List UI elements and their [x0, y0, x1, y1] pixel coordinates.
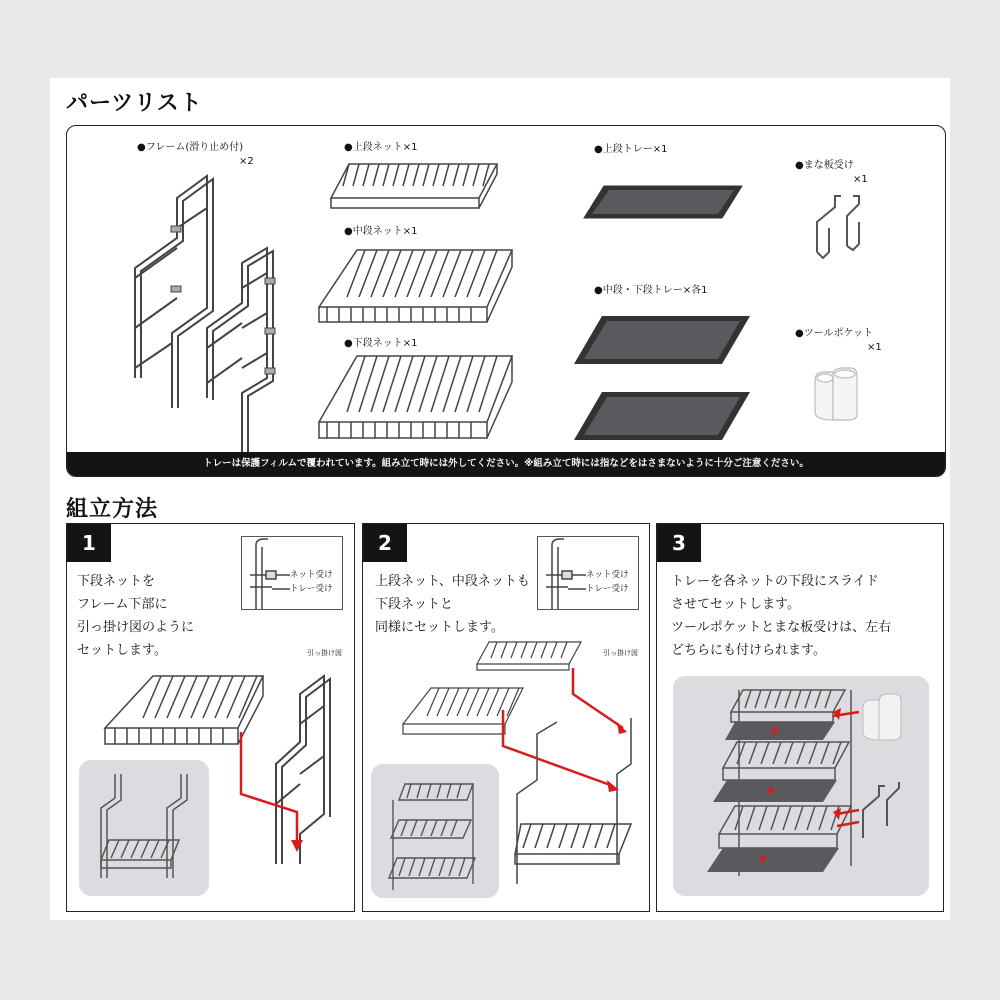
assembly-title: 組立方法	[66, 497, 159, 522]
net-receiver-label: ネット受け	[586, 570, 629, 580]
step-3-line: ツールポケットとまな板受けは、左右	[671, 620, 892, 635]
step-1-panel	[66, 523, 355, 912]
upper-net-illustration	[329, 156, 504, 211]
step-3-text	[671, 570, 891, 662]
step-1-red-arrow	[235, 724, 315, 854]
step-1-line: セットします。	[77, 643, 167, 658]
step-1-text	[77, 570, 194, 662]
parts-list-title: パーツリスト	[66, 91, 203, 116]
lower-tray-illustration	[572, 390, 752, 442]
parts-list-box	[66, 125, 946, 477]
frame-illustration	[127, 168, 267, 448]
step-3-line: トレーを各ネットの下段にスライド	[671, 574, 879, 589]
step-3-panel	[656, 523, 944, 912]
step-1-line: フレーム下部に	[77, 597, 168, 612]
middle-net-illustration	[317, 242, 517, 332]
middle-tray-illustration	[572, 314, 752, 366]
step-1-line: 下段ネットを	[77, 574, 156, 589]
step-1-result-drawing	[79, 760, 209, 896]
step-1-diagram-note: 引っ掛け図	[307, 649, 342, 657]
part-qty-cutting-board-holder: ×1	[853, 174, 868, 185]
step-2-line: 同様にセットします。	[375, 620, 504, 635]
step-3-line: どちらにも付けられます。	[671, 643, 826, 658]
step-2-result-preview	[371, 764, 499, 898]
part-label-lower-net: ●下段ネット×1	[344, 338, 418, 349]
tray-receiver-label: トレー受け	[290, 584, 333, 594]
step-1-result-preview	[79, 760, 209, 896]
tray-receiver-label: トレー受け	[586, 584, 629, 594]
tool-pocket-illustration	[811, 366, 861, 426]
part-qty-tool-pocket: ×1	[867, 342, 882, 353]
step-2-hook-detail	[537, 536, 639, 610]
part-label-frame: ●フレーム(滑り止め付)	[137, 142, 244, 153]
part-label-upper-net: ●上段ネット×1	[344, 142, 418, 153]
net-receiver-label: ネット受け	[290, 570, 333, 580]
lower-net-illustration	[317, 352, 517, 447]
cutting-board-holder-illustration	[807, 192, 867, 262]
step-2-panel	[362, 523, 650, 912]
step-1-line: 引っ掛け図のように	[77, 620, 195, 635]
part-label-upper-tray: ●上段トレー×1	[594, 144, 668, 155]
step-3-complete-rack-preview	[673, 676, 929, 896]
part-label-mid-lower-tray: ●中段・下段トレー×各1	[594, 285, 708, 296]
step-1-hook-detail	[241, 536, 343, 610]
step-3-line: させてセットします。	[671, 597, 800, 612]
part-label-cutting-board-holder: ●まな板受け	[795, 160, 854, 171]
step-2-number: 2	[363, 524, 407, 562]
step-2-red-arrows	[493, 664, 650, 804]
step-2-line: 上段ネット、中段ネットも	[375, 574, 530, 589]
complete-rack-drawing	[673, 676, 929, 896]
upper-tray-illustration	[582, 184, 747, 220]
part-label-tool-pocket: ●ツールポケット	[795, 328, 874, 339]
step-1-number: 1	[67, 524, 111, 562]
step-2-text	[375, 570, 530, 639]
part-label-middle-net: ●中段ネット×1	[344, 226, 418, 237]
part-qty-frame: ×2	[239, 156, 254, 167]
step-2-result-drawing	[371, 764, 499, 898]
step-3-number: 3	[657, 524, 701, 562]
protective-film-notice: トレーは保護フィルムで覆われています。組み立て時には外してください。※組み立て時には指などをはさまないように十分ご注意ください。	[67, 452, 945, 476]
step-2-line: 下段ネットと	[375, 597, 454, 612]
step-2-diagram-note: 引っ掛け図	[603, 649, 638, 657]
